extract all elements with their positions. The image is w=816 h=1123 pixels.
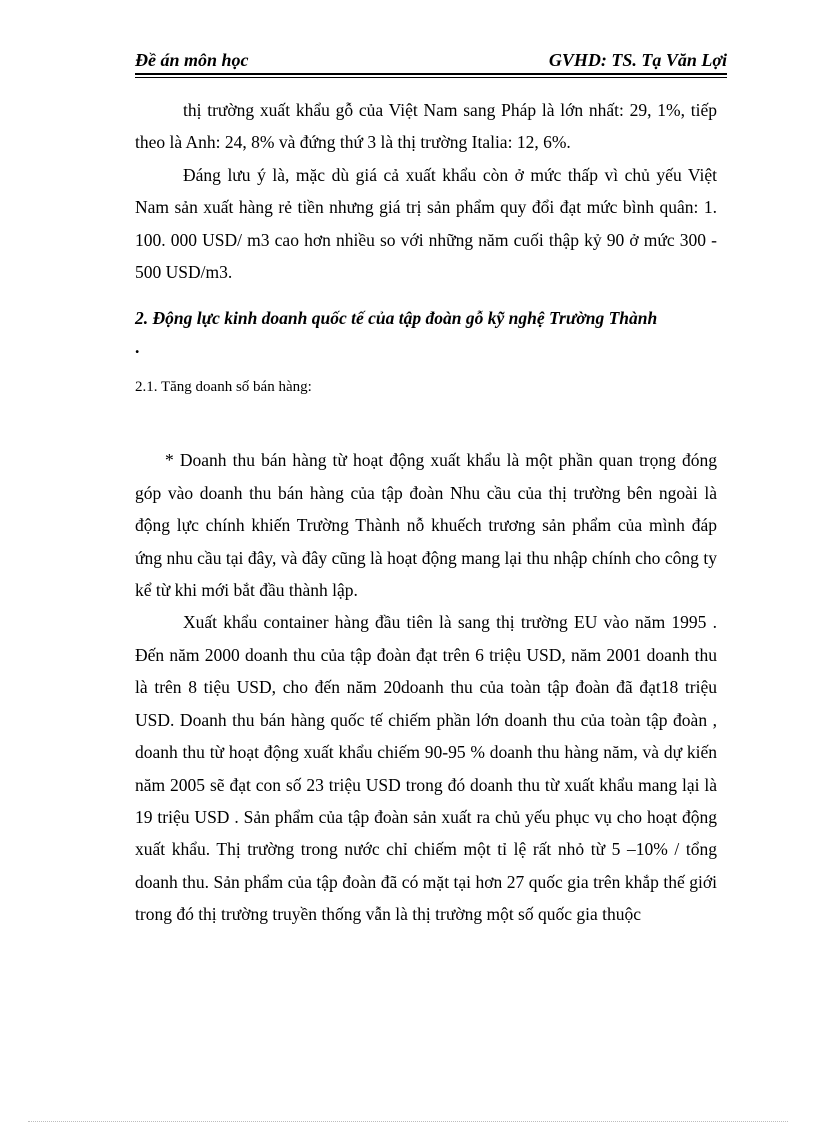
page-header	[135, 46, 727, 74]
page-bottom-rule	[28, 1121, 788, 1122]
paragraph-export-price: Đáng lưu ý là, mặc dù giá cả xuất khẩu còn ở mức thấp vì chủ yếu Việt Nam sản xuất hàng rẻ tiền nhưng giá trị sản phẩm quy đổi đạt mức bình quân: 1. 100. 000 USD/ m3 cao hơn nhiều so với những năm cuối thập kỷ 90 ở mức 300 - 500 USD/m3.	[135, 164, 717, 283]
document-body	[135, 94, 717, 931]
section-heading: 2. Động lực kinh doanh quốc tế của tập đoàn gỗ kỹ nghệ Trường Thành	[135, 308, 658, 329]
subsection-heading: 2.1. Tăng doanh số bán hàng:	[135, 379, 312, 396]
header-supervisor: GVHD: TS. Tạ Văn Lợi	[548, 50, 727, 70]
paragraph-export-markets: thị trường xuất khẩu gỗ của Việt Nam sang Pháp là lớn nhất: 29, 1%, tiếp theo là Anh: 24, 8% và đứng thứ 3 là thị trường Italia: 12, 6%.	[135, 100, 717, 153]
paragraph-revenue-history: Xuất khẩu container hàng đầu tiên là sang thị trường EU vào năm 1995 . Đến năm 2000 doanh thu của tập đoàn đạt trên 6 triệu USD, năm 2001 doanh thu là trên 8 tiệu USD, cho đến năm 20doanh thu của toàn tập đoàn đã đạt18 triệu USD. Doanh thu bán hàng quốc tế chiếm phần lớn doanh thu của toàn tập đoàn , doanh thu từ hoạt động xuất khẩu chiếm 90-95 % doanh thu hàng năm, và dự kiến năm 2005 sẽ đạt con số 23 triệu USD trong đó doanh thu từ xuất khẩu mang lại là 19 triệu USD . Sản phẩm của tập đoàn sản xuất ra chủ yếu phục vụ cho hoạt động xuất khẩu. Thị trường trong nước chỉ chiếm một tỉ lệ rất nhỏ từ 5 –10% / tổng doanh thu. Sản phẩm của tập đoàn đã có mặt tại hơn 27 quốc gia trên khắp thế giới trong đó thị trường truyền thống vẫn là thị trường một số quốc gia thuộc	[135, 612, 717, 925]
header-course-title: Đề án môn học	[135, 50, 249, 70]
header-rule-thick	[135, 73, 727, 75]
section-heading-dot: .	[135, 337, 140, 358]
paragraph-export-revenue: * Doanh thu bán hàng từ hoạt động xuất khẩu là một phần quan trọng đóng góp vào doanh thu bán hàng của tập đoàn Nhu cầu của thị trường bên ngoài là động lực chính khiến Trường Thành nỗ khuếch trương sản phẩm của mình đáp ứng nhu cầu tại đây, và đây cũng là hoạt động mang lại thu nhập chính cho công ty kể từ khi mới bắt đầu thành lập.	[135, 450, 717, 601]
header-rule-thin	[135, 77, 727, 78]
